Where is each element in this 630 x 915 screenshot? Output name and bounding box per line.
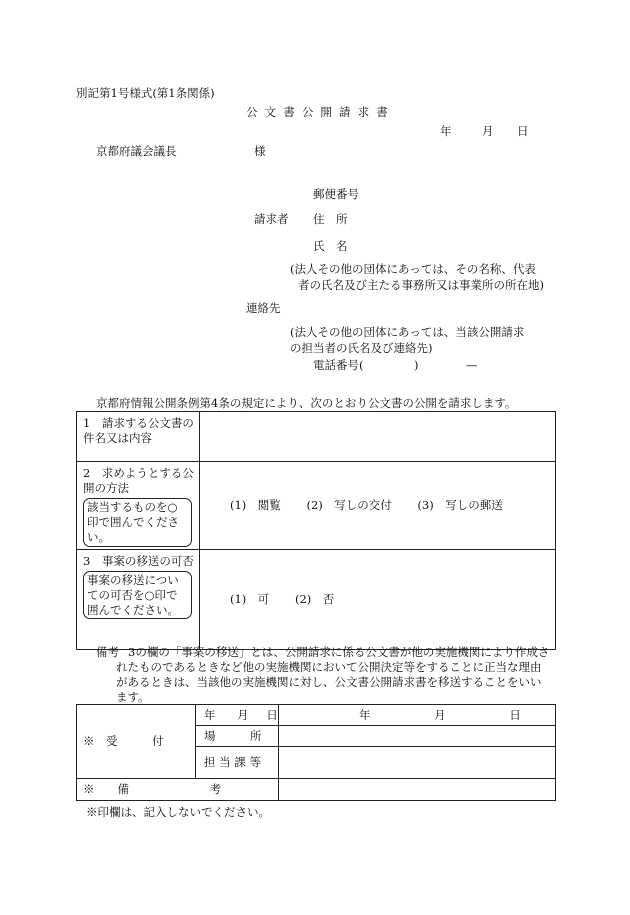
org-note-line-1: (法人その他の団体にあっては、その名称、代表 [290,262,536,276]
requester-label: 請求者 [254,212,289,226]
section-label: 担 当 課 等 [196,747,279,779]
table-row [77,412,556,462]
transfer-options [200,549,556,649]
name-label: 氏 名 [313,239,348,253]
option-deny[interactable]: (2) 否 [294,591,335,606]
table-row [77,462,556,550]
section-field[interactable] [279,747,556,779]
remarks-line-1: 3の欄の「事案の移送」とは、公開請求に係る公文書が他の実施機関により作成さ [128,645,550,659]
date-month-label: 月 [482,124,494,138]
contact-note-line-2: の担当者の氏名及び連絡先) [290,341,433,355]
contact-label: 連絡先 [246,301,281,315]
subject-label: 1 請求する公文書の件名又は内容 [77,412,200,462]
remarks-line-4: ます。 [116,690,150,704]
form-reference: 別記第1号様式(第1条関係) [76,86,215,100]
office-use-table [76,704,556,801]
receipt-date-label: 年 月 日 [196,705,279,726]
option-copy-delivery[interactable]: (2) 写しの交付 [306,497,392,512]
option-copy-mail[interactable]: (3) 写しの郵送 [417,497,503,512]
org-note-line-2: 者の氏名及び主たる事務所又は事業所の所在地) [298,278,544,292]
option-allow[interactable]: (1) 可 [230,591,270,606]
date-year-label: 年 [440,124,452,138]
addressee-honorific: 様 [254,144,266,158]
transfer-label: 3 事案の移送の可否 事案の移送についての可否を○印で囲んでください。 [77,549,200,649]
place-field[interactable] [279,726,556,747]
table-row [77,705,556,726]
intro-sentence: 京都府情報公開条例第4条の規定により、次のとおり公文書の公開を請求します。 [96,396,517,410]
receipt-date-field[interactable]: 年 月 日 [279,705,556,726]
receipt-label: ※ 受 付 [77,705,196,779]
remarks-line-2: れたものであるときなど他の実施機関において公開決定等をすることに正当な理由 [116,660,542,674]
date-day-label: 日 [517,124,529,138]
table-row [77,549,556,649]
phone-dash: — [466,358,478,372]
form-title: 公 文 書 公 開 請 求 書 [246,105,390,119]
method-label: 2 求めようとする公開の方法 該当するものを○印で囲んでください。 [77,462,200,550]
option-view[interactable]: (1) 閲覧 [230,497,281,512]
method-options [200,462,556,550]
place-label: 場 所 [196,726,279,747]
transfer-instruction: 事案の移送についての可否を○印で囲んでください。 [83,571,192,620]
remarks-label: 備考 [96,645,119,659]
postal-code-label: 郵便番号 [313,187,359,201]
phone-close-paren: ) [414,358,419,372]
footer-note: ※印欄は、記入しないでください。 [86,805,270,819]
contact-note-line-1: (法人その他の団体にあっては、当該公開請求 [290,325,525,339]
request-table [76,411,556,650]
table-row [77,779,556,801]
method-instruction: 該当するものを○印で囲んでください。 [83,498,192,547]
office-remarks-field[interactable] [279,779,556,801]
subject-field[interactable] [200,412,556,462]
phone-label: 電話番号( [313,358,364,372]
office-remarks-label: ※ 備 考 [77,779,279,801]
address-label: 住 所 [313,212,348,226]
addressee-name: 京都府議会議長 [96,144,177,158]
remarks-line-3: があるときは、当該他の実施機関に対し、公文書公開請求書を移送することをいい [116,675,542,689]
